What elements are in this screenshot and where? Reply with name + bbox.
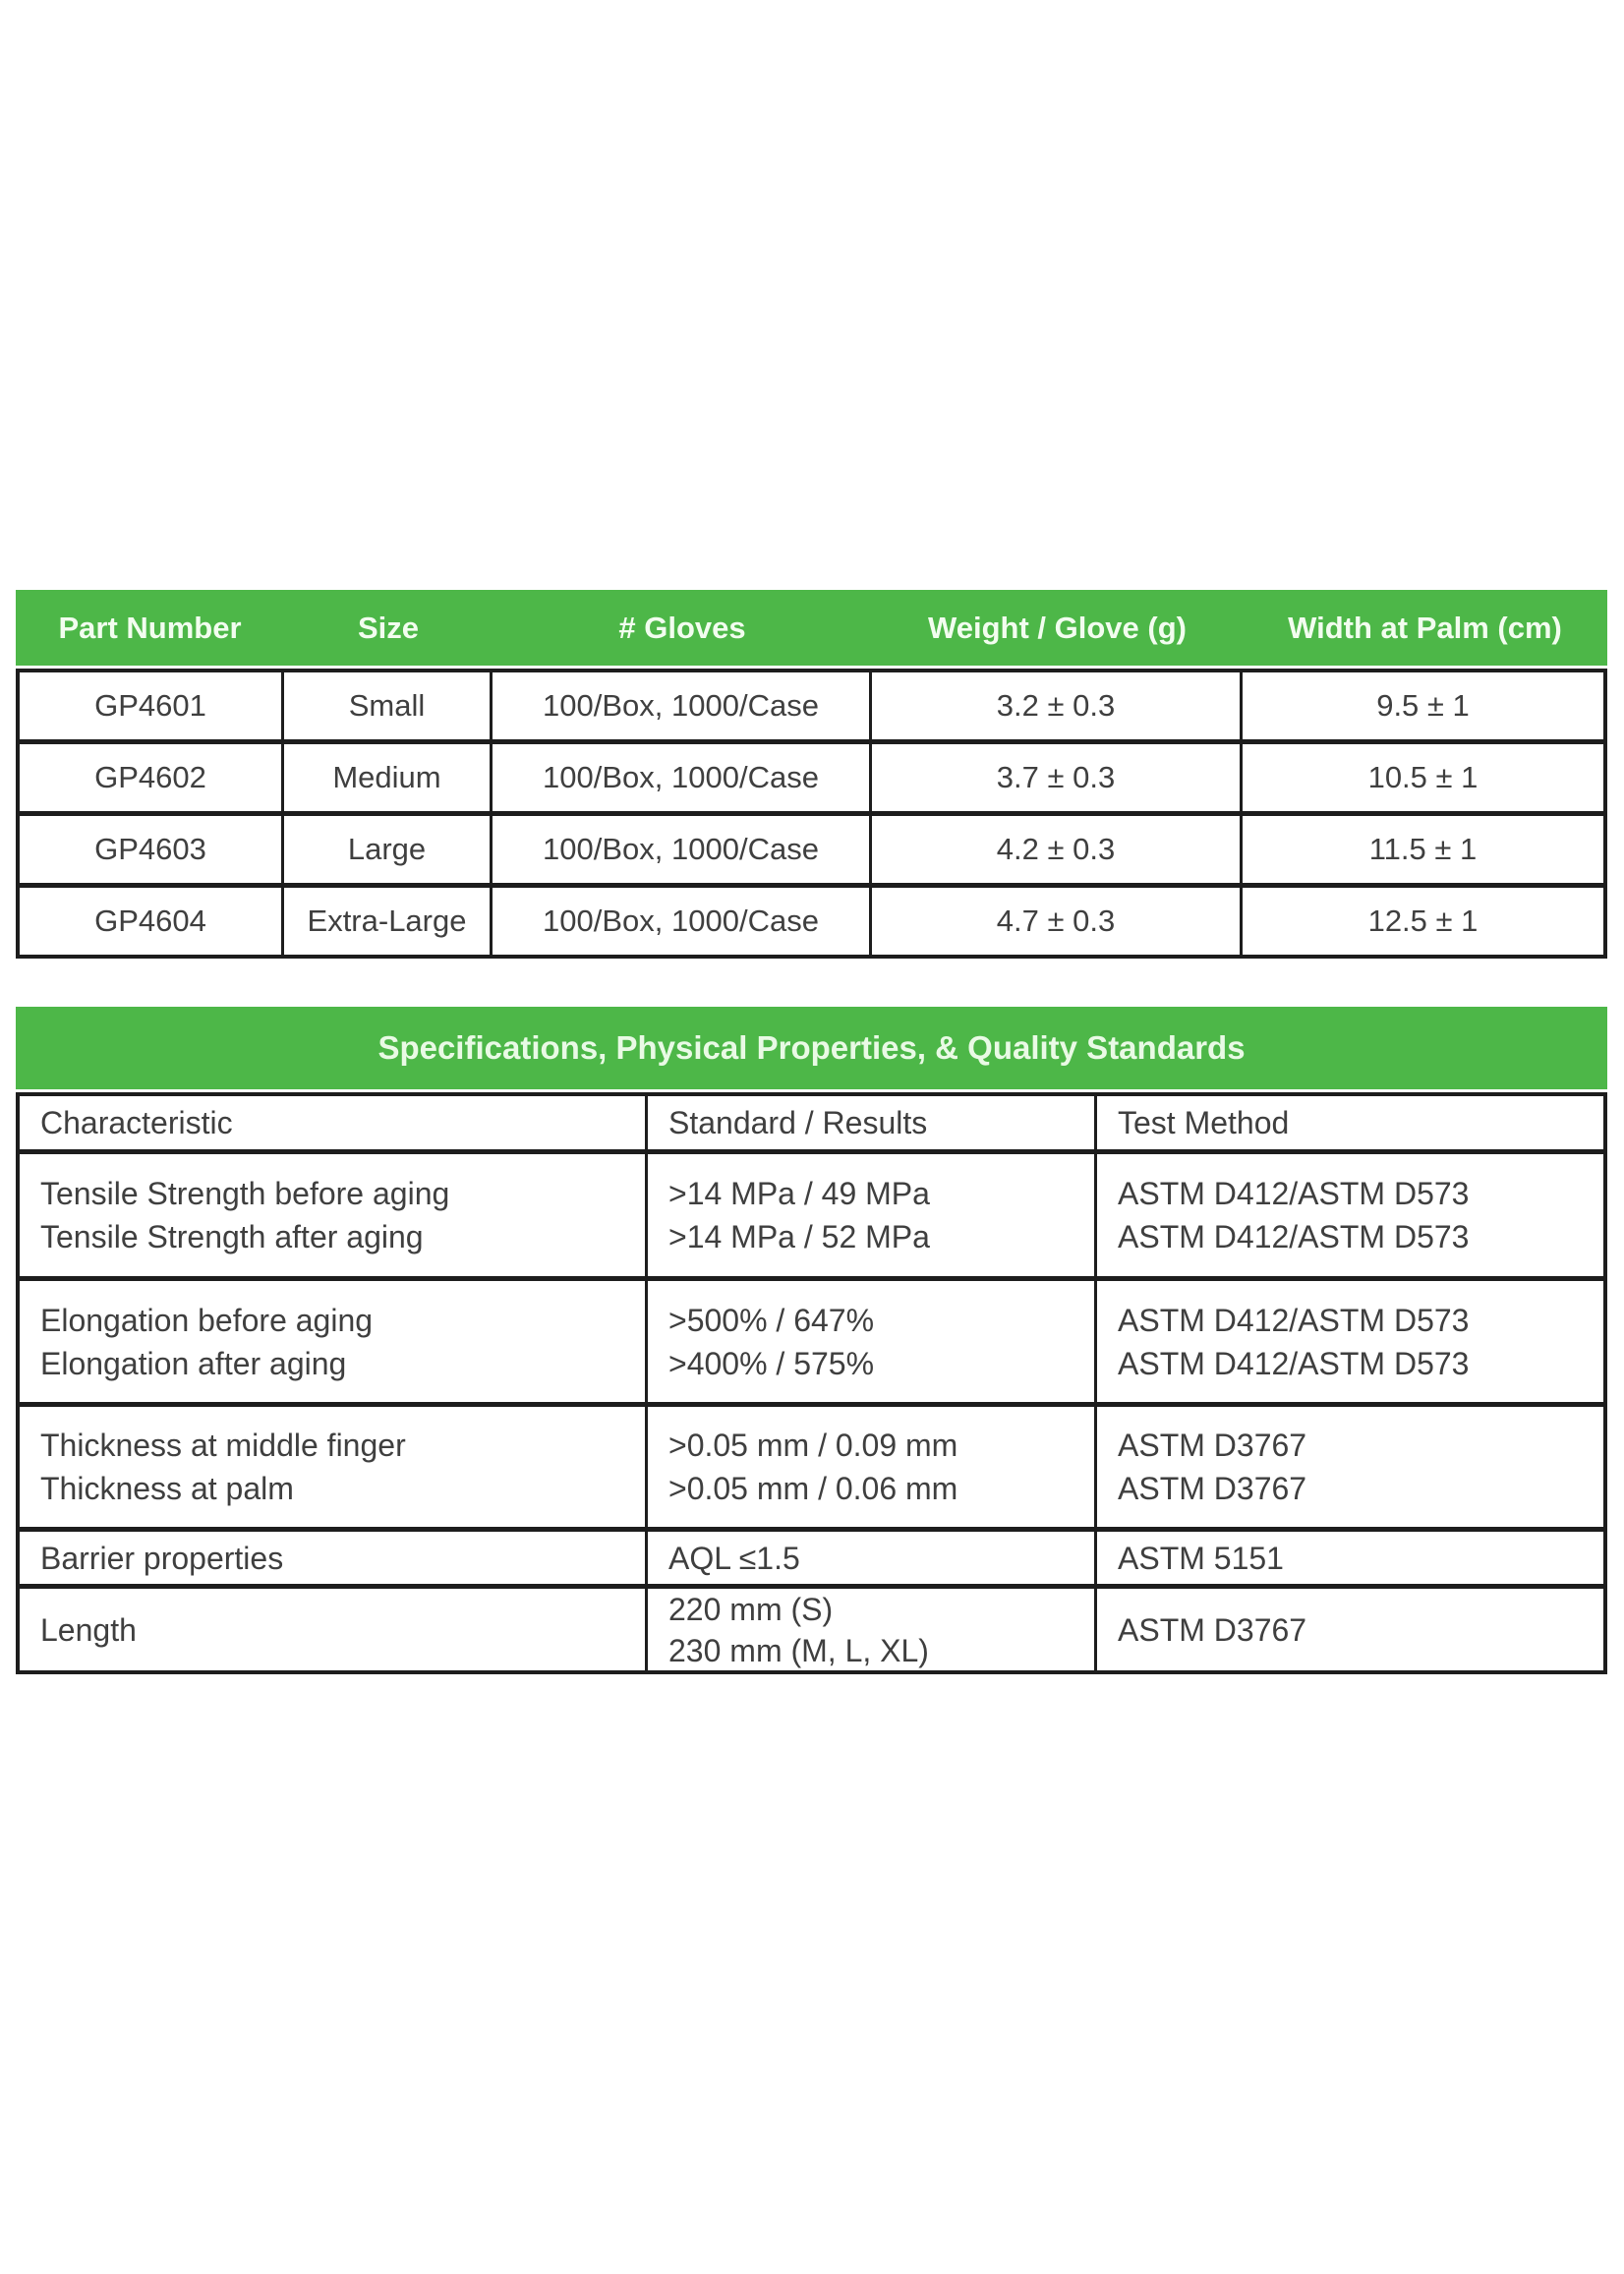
cell-width-palm: 12.5 ± 1 bbox=[1367, 904, 1479, 938]
cell-line: Thickness at middle finger bbox=[40, 1428, 406, 1463]
header-standard-results bbox=[648, 1096, 1097, 1149]
header-gloves-count: # Gloves bbox=[618, 610, 746, 645]
cell-line: Elongation before aging bbox=[40, 1302, 374, 1338]
cell-characteristic bbox=[20, 1154, 648, 1276]
cell-line: ASTM D3767 bbox=[1118, 1471, 1307, 1506]
cell-standard bbox=[648, 1532, 1097, 1584]
cell-line: ASTM D412/ASTM D573 bbox=[1118, 1345, 1470, 1381]
cell-line: Thickness at palm bbox=[40, 1471, 294, 1506]
cell-line: Tensile Strength before aging bbox=[40, 1176, 450, 1211]
cell-standard bbox=[648, 1407, 1097, 1527]
cell-line: >14 MPa / 49 MPa bbox=[668, 1176, 930, 1211]
cell-method bbox=[1097, 1532, 1603, 1584]
specifications-table bbox=[16, 1007, 1607, 1674]
cell-line: Tensile Strength after aging bbox=[40, 1219, 424, 1254]
cell-method bbox=[1097, 1281, 1603, 1402]
cell-line: 220 mm (S) bbox=[668, 1591, 834, 1627]
cell-width-palm: 10.5 ± 1 bbox=[1367, 760, 1479, 794]
cell-width-palm: 9.5 ± 1 bbox=[1376, 688, 1470, 723]
cell-line: Test Method bbox=[1118, 1105, 1290, 1140]
cell-line: Characteristic bbox=[40, 1105, 233, 1140]
cell-size: Extra-Large bbox=[284, 888, 493, 955]
glove-sizing-table bbox=[16, 590, 1607, 959]
spec-row-thickness bbox=[20, 1407, 1603, 1532]
cell-method bbox=[1097, 1154, 1603, 1276]
sizing-table-body bbox=[16, 669, 1607, 959]
cell-weight: 4.7 ± 0.3 bbox=[872, 888, 1243, 955]
cell-line: ASTM 5151 bbox=[1118, 1540, 1284, 1576]
cell-line: ASTM D412/ASTM D573 bbox=[1118, 1176, 1470, 1211]
cell-gloves-count: 100/Box, 1000/Case bbox=[493, 672, 872, 739]
cell-line: >0.05 mm / 0.09 mm bbox=[668, 1428, 958, 1463]
cell-characteristic bbox=[20, 1281, 648, 1402]
cell-standard bbox=[648, 1154, 1097, 1276]
cell-part-number: GP4604 bbox=[20, 888, 284, 955]
cell-width-palm: 11.5 ± 1 bbox=[1368, 832, 1478, 866]
cell-method bbox=[1097, 1589, 1603, 1670]
cell-line: AQL ≤1.5 bbox=[668, 1540, 800, 1576]
cell-part-number: GP4601 bbox=[20, 672, 284, 739]
cell-line: >500% / 647% bbox=[668, 1302, 875, 1338]
cell-line: Elongation after aging bbox=[40, 1345, 347, 1381]
cell-line: Length bbox=[40, 1611, 137, 1648]
cell-size: Medium bbox=[284, 744, 493, 811]
cell-characteristic bbox=[20, 1589, 648, 1670]
cell-weight: 3.7 ± 0.3 bbox=[872, 744, 1243, 811]
sizing-row-gp4602 bbox=[20, 744, 1603, 816]
cell-size: Large bbox=[284, 816, 493, 883]
cell-size: Small bbox=[284, 672, 493, 739]
cell-line: Standard / Results bbox=[668, 1105, 928, 1140]
cell-method bbox=[1097, 1407, 1603, 1527]
spec-table-title: Specifications, Physical Properties, & Quality Standards bbox=[16, 1007, 1607, 1089]
cell-line: >0.05 mm / 0.06 mm bbox=[668, 1471, 958, 1506]
cell-line: >14 MPa / 52 MPa bbox=[668, 1219, 930, 1254]
cell-gloves-count: 100/Box, 1000/Case bbox=[493, 744, 872, 811]
cell-line: ASTM D3767 bbox=[1118, 1611, 1307, 1648]
cell-standard bbox=[648, 1281, 1097, 1402]
spec-row-elongation bbox=[20, 1281, 1603, 1407]
header-part-number: Part Number bbox=[58, 610, 242, 645]
cell-gloves-count: 100/Box, 1000/Case bbox=[493, 816, 872, 883]
header-test-method bbox=[1097, 1096, 1603, 1149]
cell-part-number: GP4602 bbox=[20, 744, 284, 811]
cell-weight: 3.2 ± 0.3 bbox=[872, 672, 1243, 739]
cell-standard bbox=[648, 1589, 1097, 1670]
cell-gloves-count: 100/Box, 1000/Case bbox=[493, 888, 872, 955]
header-size: Size bbox=[357, 610, 420, 645]
header-weight-per-glove: Weight / Glove (g) bbox=[928, 610, 1187, 645]
sizing-row-gp4603 bbox=[20, 816, 1603, 888]
sizing-row-gp4604 bbox=[20, 888, 1603, 955]
cell-line: >400% / 575% bbox=[668, 1345, 875, 1381]
header-characteristic bbox=[20, 1096, 648, 1149]
header-width-at-palm: Width at Palm (cm) bbox=[1288, 610, 1562, 645]
cell-line: ASTM D412/ASTM D573 bbox=[1118, 1302, 1470, 1338]
spec-row-barrier-properties bbox=[20, 1532, 1603, 1589]
spec-row-tensile-strength bbox=[20, 1154, 1603, 1281]
sizing-row-gp4601 bbox=[20, 672, 1603, 744]
cell-line: 230 mm (M, L, XL) bbox=[668, 1632, 929, 1668]
cell-characteristic bbox=[20, 1407, 648, 1527]
cell-line: ASTM D3767 bbox=[1118, 1428, 1307, 1463]
cell-characteristic bbox=[20, 1532, 648, 1584]
spec-table-body bbox=[16, 1092, 1607, 1674]
cell-line: ASTM D412/ASTM D573 bbox=[1118, 1219, 1470, 1254]
spec-header-row bbox=[20, 1096, 1603, 1154]
spec-row-length bbox=[20, 1589, 1603, 1670]
cell-weight: 4.2 ± 0.3 bbox=[872, 816, 1243, 883]
cell-line: Barrier properties bbox=[40, 1540, 284, 1576]
cell-part-number: GP4603 bbox=[20, 816, 284, 883]
sizing-table-header-row bbox=[16, 590, 1607, 666]
